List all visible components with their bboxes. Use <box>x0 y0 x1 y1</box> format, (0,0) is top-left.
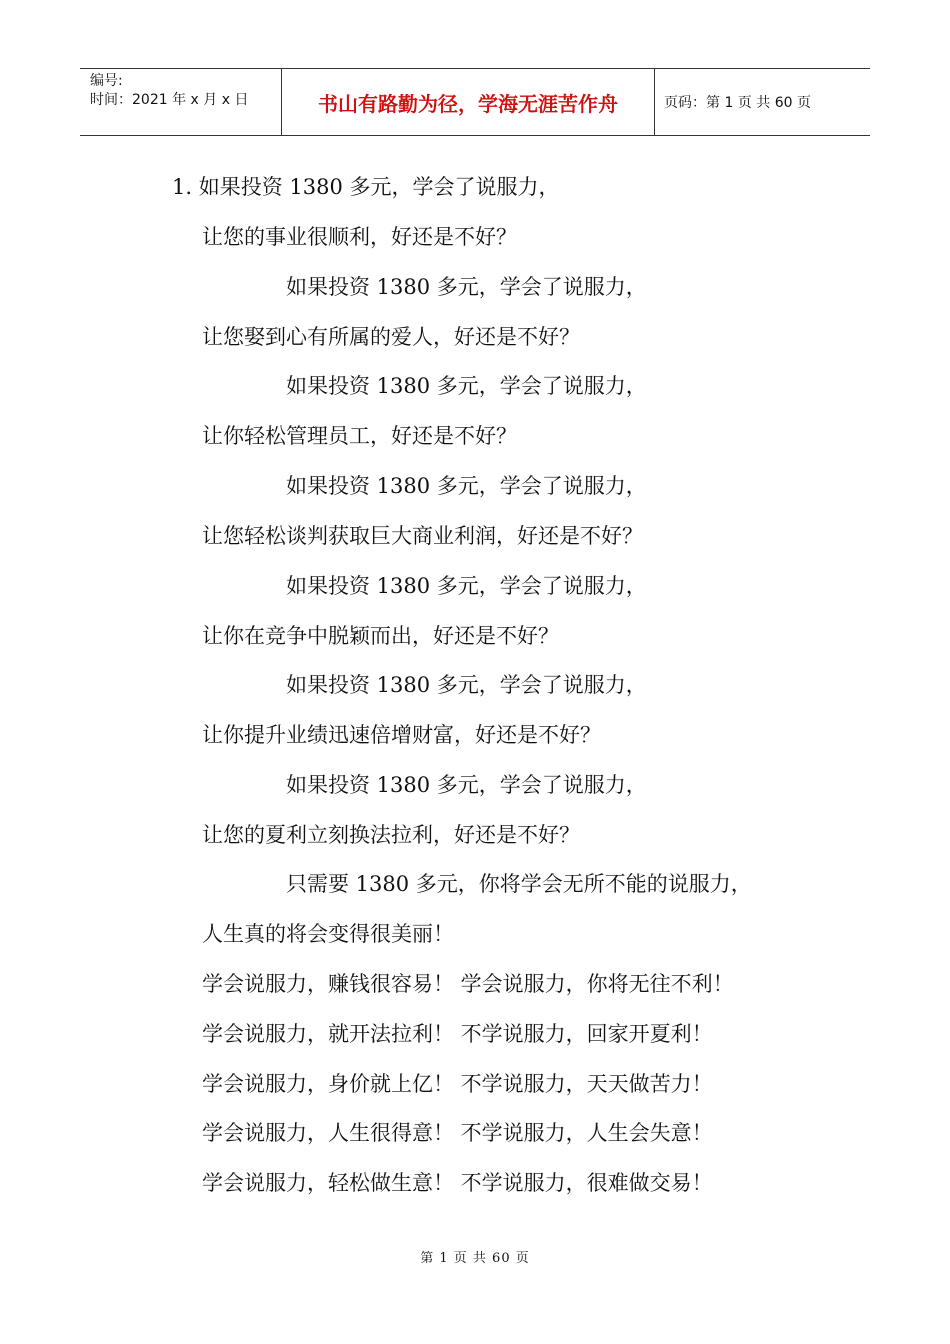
body-line: 让你提升业绩迅速倍增财富，好还是不好？ <box>202 723 601 747</box>
number-label: 编号: <box>90 73 123 89</box>
body-line: 让您的夏利立刻换法拉利，好还是不好？ <box>202 823 580 847</box>
body-line: 让您娶到心有所属的爱人，好还是不好？ <box>202 325 580 349</box>
body-line: 如果投资 1380 多元，学会了说服力， <box>286 374 647 398</box>
body-line: 如果投资 1380 多元，学会了说服力， <box>286 275 647 299</box>
body-line: 只需要 1380 多元，你将学会无所不能的说服力， <box>286 872 752 896</box>
body-line: 1. 如果投资 1380 多元，学会了说服力， <box>172 175 560 199</box>
header-meta <box>80 69 282 135</box>
document-header <box>80 68 870 136</box>
body-line: 让你轻松管理员工，好还是不好？ <box>202 424 517 448</box>
body-line: 学会说服力，就开法拉利！ 不学说服力，回家开夏利！ <box>202 1022 713 1046</box>
body-line: 学会说服力，人生很得意！ 不学说服力，人生会失意！ <box>202 1121 713 1145</box>
body-line: 学会说服力，轻松做生意！ 不学说服力，很难做交易！ <box>202 1171 713 1195</box>
body-line: 学会说服力，身价就上亿！ 不学说服力，天天做苦力！ <box>202 1072 713 1096</box>
page-footer: 第 1 页 共 60 页 <box>420 1251 530 1266</box>
body-line: 如果投资 1380 多元，学会了说服力， <box>286 574 647 598</box>
body-line: 让您的事业很顺利，好还是不好？ <box>202 225 517 249</box>
header-page-info: 页码：第 1 页 共 60 页 <box>664 95 811 111</box>
header-motto: 书山有路勤为径，学海无涯苦作舟 <box>282 69 655 135</box>
body-line: 让你在竞争中脱颖而出，好还是不好？ <box>202 624 559 648</box>
time-label: 时间：2021 年 x 月 x 日 <box>90 92 249 108</box>
body-line: 让您轻松谈判获取巨大商业利润，好还是不好？ <box>202 524 643 548</box>
body-line: 如果投资 1380 多元，学会了说服力， <box>286 474 647 498</box>
body-line: 如果投资 1380 多元，学会了说服力， <box>286 673 647 697</box>
body-line: 学会说服力，赚钱很容易！ 学会说服力，你将无往不利！ <box>202 972 734 996</box>
body-line: 人生真的将会变得很美丽！ <box>202 922 454 946</box>
body-line: 如果投资 1380 多元，学会了说服力， <box>286 773 647 797</box>
